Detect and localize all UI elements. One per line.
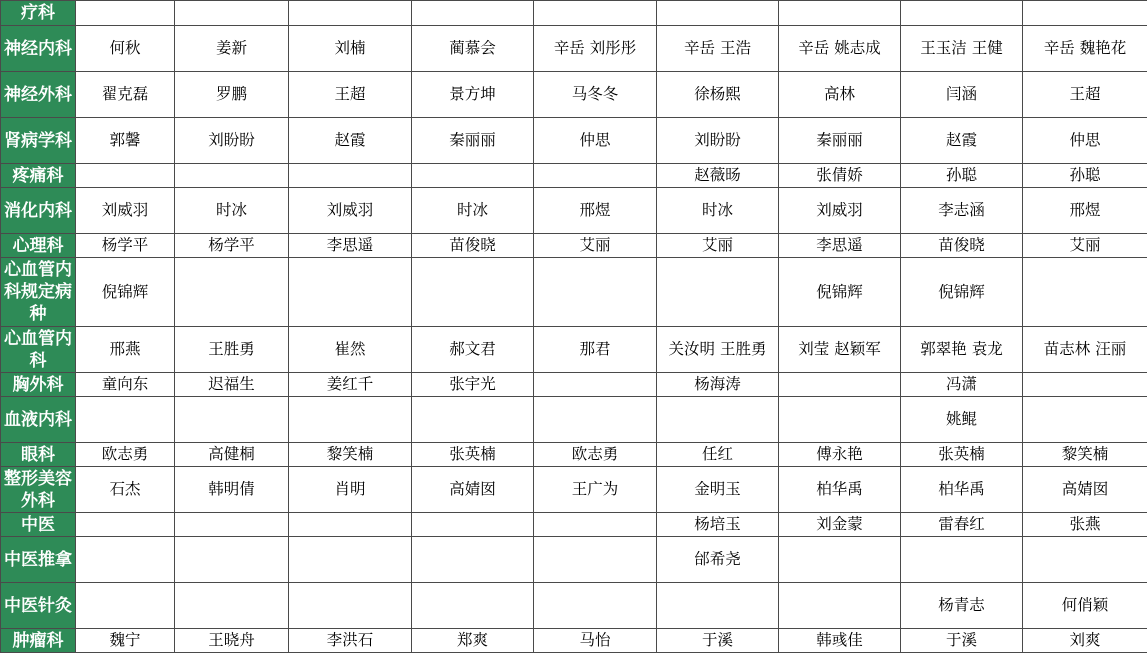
doctor-cell: 徐杨熙: [657, 72, 779, 118]
doctor-cell: 杨海涛: [657, 373, 779, 397]
doctor-cell: 杨青志: [901, 583, 1023, 629]
table-row: [1, 164, 1147, 188]
doctor-cell: 傅永艳: [779, 443, 901, 467]
doctor-cell: [657, 583, 779, 629]
doctor-cell: 仲思: [534, 118, 657, 164]
doctor-cell: 邢燕: [76, 327, 175, 373]
doctor-cell: [534, 537, 657, 583]
table-row: [1, 258, 1147, 327]
doctor-cell: 欧志勇: [76, 443, 175, 467]
doctor-cell: 何俏颖: [1023, 583, 1147, 629]
doctor-cell: [1023, 397, 1147, 443]
doctor-cell: 仲思: [1023, 118, 1147, 164]
department-label: 中医: [1, 513, 76, 537]
doctor-cell: 邢煜: [1023, 188, 1147, 234]
doctor-cell: [534, 373, 657, 397]
schedule-body: [1, 1, 1147, 653]
doctor-cell: 关汝明 王胜勇: [657, 327, 779, 373]
doctor-cell: 邢煜: [534, 188, 657, 234]
doctor-cell: [412, 164, 534, 188]
doctor-cell: 邰希尧: [657, 537, 779, 583]
doctor-cell: 那君: [534, 327, 657, 373]
doctor-cell: 艾丽: [534, 234, 657, 258]
department-label: 中医推拿: [1, 537, 76, 583]
doctor-cell: 孙聪: [901, 164, 1023, 188]
doctor-cell: 韩明倩: [175, 467, 289, 513]
doctor-cell: [1023, 373, 1147, 397]
department-label: 心血管内科规定病种: [1, 258, 76, 327]
doctor-cell: 黎笑楠: [289, 443, 412, 467]
doctor-cell: [76, 583, 175, 629]
doctor-cell: 杨培玉: [657, 513, 779, 537]
doctor-cell: 杨学平: [175, 234, 289, 258]
doctor-cell: [289, 583, 412, 629]
doctor-cell: 郝文君: [412, 327, 534, 373]
doctor-cell: [901, 537, 1023, 583]
doctor-cell: [412, 537, 534, 583]
doctor-cell: [779, 397, 901, 443]
doctor-cell: [289, 164, 412, 188]
doctor-cell: 何秋: [76, 26, 175, 72]
doctor-cell: 高婧囡: [1023, 467, 1147, 513]
doctor-cell: 辛岳 刘彤彤: [534, 26, 657, 72]
doctor-cell: [175, 1, 289, 26]
doctor-cell: [76, 164, 175, 188]
doctor-cell: 时冰: [412, 188, 534, 234]
doctor-cell: 王晓舟: [175, 629, 289, 653]
doctor-cell: 高林: [779, 72, 901, 118]
doctor-cell: 柏华禹: [779, 467, 901, 513]
doctor-cell: 苗俊晓: [412, 234, 534, 258]
doctor-cell: [76, 1, 175, 26]
doctor-cell: [534, 164, 657, 188]
doctor-cell: 石杰: [76, 467, 175, 513]
doctor-cell: 马冬冬: [534, 72, 657, 118]
doctor-cell: [1023, 1, 1147, 26]
doctor-cell: 辛岳 姚志成: [779, 26, 901, 72]
doctor-cell: 倪锦辉: [901, 258, 1023, 327]
doctor-cell: 韩彧佳: [779, 629, 901, 653]
doctor-cell: 迟福生: [175, 373, 289, 397]
table-row: [1, 1, 1147, 26]
doctor-cell: 于溪: [657, 629, 779, 653]
table-row: [1, 72, 1147, 118]
doctor-cell: 翟克磊: [76, 72, 175, 118]
doctor-cell: 时冰: [175, 188, 289, 234]
doctor-cell: [901, 1, 1023, 26]
doctor-cell: 孙聪: [1023, 164, 1147, 188]
doctor-cell: 王广为: [534, 467, 657, 513]
doctor-cell: [289, 513, 412, 537]
doctor-cell: 罗鹏: [175, 72, 289, 118]
doctor-cell: 王超: [1023, 72, 1147, 118]
doctor-cell: 秦丽丽: [412, 118, 534, 164]
doctor-cell: 任红: [657, 443, 779, 467]
department-label: 疼痛科: [1, 164, 76, 188]
doctor-cell: [779, 537, 901, 583]
doctor-cell: 李洪石: [289, 629, 412, 653]
doctor-cell: [657, 1, 779, 26]
doctor-cell: 王超: [289, 72, 412, 118]
table-row: [1, 537, 1147, 583]
department-label: 眼科: [1, 443, 76, 467]
doctor-cell: 刘金蒙: [779, 513, 901, 537]
department-label: 神经外科: [1, 72, 76, 118]
doctor-cell: [779, 583, 901, 629]
table-row: [1, 629, 1147, 653]
doctor-cell: 刘威羽: [779, 188, 901, 234]
department-label: 心理科: [1, 234, 76, 258]
doctor-cell: [1023, 258, 1147, 327]
department-label: 中医针灸: [1, 583, 76, 629]
table-row: [1, 118, 1147, 164]
doctor-cell: 金明玉: [657, 467, 779, 513]
department-label: 整形美容外科: [1, 467, 76, 513]
doctor-cell: 刘盼盼: [175, 118, 289, 164]
doctor-cell: [175, 583, 289, 629]
doctor-cell: [289, 537, 412, 583]
doctor-cell: [534, 1, 657, 26]
doctor-cell: 刘盼盼: [657, 118, 779, 164]
doctor-cell: [657, 258, 779, 327]
doctor-cell: 赵霞: [289, 118, 412, 164]
doctor-cell: 艾丽: [1023, 234, 1147, 258]
doctor-cell: [534, 397, 657, 443]
doctor-cell: 雷春红: [901, 513, 1023, 537]
doctor-cell: 高婧囡: [412, 467, 534, 513]
doctor-cell: 赵霞: [901, 118, 1023, 164]
doctor-cell: 张倩娇: [779, 164, 901, 188]
doctor-cell: 肖明: [289, 467, 412, 513]
doctor-cell: 闫涵: [901, 72, 1023, 118]
doctor-cell: 王玉洁 王健: [901, 26, 1023, 72]
doctor-cell: 童向东: [76, 373, 175, 397]
doctor-cell: 张宇光: [412, 373, 534, 397]
doctor-cell: 苗俊晓: [901, 234, 1023, 258]
department-label: 胸外科: [1, 373, 76, 397]
doctor-cell: [534, 258, 657, 327]
doctor-cell: 郭馨: [76, 118, 175, 164]
doctor-cell: [175, 258, 289, 327]
doctor-cell: 郑爽: [412, 629, 534, 653]
table-row: [1, 467, 1147, 513]
doctor-cell: 张英楠: [412, 443, 534, 467]
doctor-cell: 魏宁: [76, 629, 175, 653]
doctor-cell: [289, 258, 412, 327]
doctor-cell: 蔺慕会: [412, 26, 534, 72]
doctor-cell: 倪锦辉: [76, 258, 175, 327]
doctor-cell: 赵薇旸: [657, 164, 779, 188]
doctor-cell: 李思遥: [779, 234, 901, 258]
table-row: [1, 26, 1147, 72]
doctor-cell: [289, 397, 412, 443]
table-row: [1, 583, 1147, 629]
doctor-cell: [779, 1, 901, 26]
doctor-cell: 辛岳 王浩: [657, 26, 779, 72]
doctor-cell: 张燕: [1023, 513, 1147, 537]
doctor-cell: [175, 537, 289, 583]
doctor-cell: [175, 164, 289, 188]
doctor-cell: 刘爽: [1023, 629, 1147, 653]
doctor-cell: [779, 373, 901, 397]
doctor-cell: 王胜勇: [175, 327, 289, 373]
table-row: [1, 234, 1147, 258]
doctor-cell: 杨学平: [76, 234, 175, 258]
doctor-cell: 苗志林 汪丽: [1023, 327, 1147, 373]
department-label: 心血管内科: [1, 327, 76, 373]
doctor-cell: 姜红千: [289, 373, 412, 397]
doctor-cell: 李思遥: [289, 234, 412, 258]
department-label: 肾病学科: [1, 118, 76, 164]
table-row: [1, 327, 1147, 373]
doctor-cell: [412, 258, 534, 327]
doctor-cell: 姚鲲: [901, 397, 1023, 443]
doctor-cell: 黎笑楠: [1023, 443, 1147, 467]
table-row: [1, 397, 1147, 443]
doctor-cell: 辛岳 魏艳花: [1023, 26, 1147, 72]
doctor-cell: [412, 1, 534, 26]
table-row: [1, 513, 1147, 537]
doctor-cell: 时冰: [657, 188, 779, 234]
doctor-cell: [289, 1, 412, 26]
table-row: [1, 188, 1147, 234]
department-label: 疗科: [1, 1, 76, 26]
doctor-cell: [76, 397, 175, 443]
doctor-cell: [412, 583, 534, 629]
doctor-cell: [175, 397, 289, 443]
doctor-cell: 冯潇: [901, 373, 1023, 397]
doctor-cell: 李志涵: [901, 188, 1023, 234]
doctor-cell: [76, 537, 175, 583]
doctor-cell: 艾丽: [657, 234, 779, 258]
doctor-cell: 刘莹 赵颖军: [779, 327, 901, 373]
doctor-cell: [534, 583, 657, 629]
doctor-cell: [76, 513, 175, 537]
doctor-cell: [534, 513, 657, 537]
table-row: [1, 443, 1147, 467]
doctor-cell: 倪锦辉: [779, 258, 901, 327]
doctor-cell: 柏华禹: [901, 467, 1023, 513]
doctor-cell: 郭翠艳 袁龙: [901, 327, 1023, 373]
doctor-cell: 欧志勇: [534, 443, 657, 467]
doctor-cell: 崔然: [289, 327, 412, 373]
department-label: 神经内科: [1, 26, 76, 72]
doctor-cell: 马怡: [534, 629, 657, 653]
department-label: 血液内科: [1, 397, 76, 443]
doctor-cell: 秦丽丽: [779, 118, 901, 164]
doctor-cell: [412, 397, 534, 443]
doctor-cell: [412, 513, 534, 537]
doctor-cell: 高健桐: [175, 443, 289, 467]
doctor-cell: 刘楠: [289, 26, 412, 72]
doctor-cell: 于溪: [901, 629, 1023, 653]
doctor-cell: 景方坤: [412, 72, 534, 118]
doctor-cell: [1023, 537, 1147, 583]
table-row: [1, 373, 1147, 397]
doctor-cell: 刘威羽: [76, 188, 175, 234]
doctor-cell: 姜新: [175, 26, 289, 72]
doctor-cell: [175, 513, 289, 537]
department-label: 肿瘤科: [1, 629, 76, 653]
department-label: 消化内科: [1, 188, 76, 234]
doctor-cell: [657, 397, 779, 443]
doctor-cell: 刘威羽: [289, 188, 412, 234]
doctor-cell: 张英楠: [901, 443, 1023, 467]
